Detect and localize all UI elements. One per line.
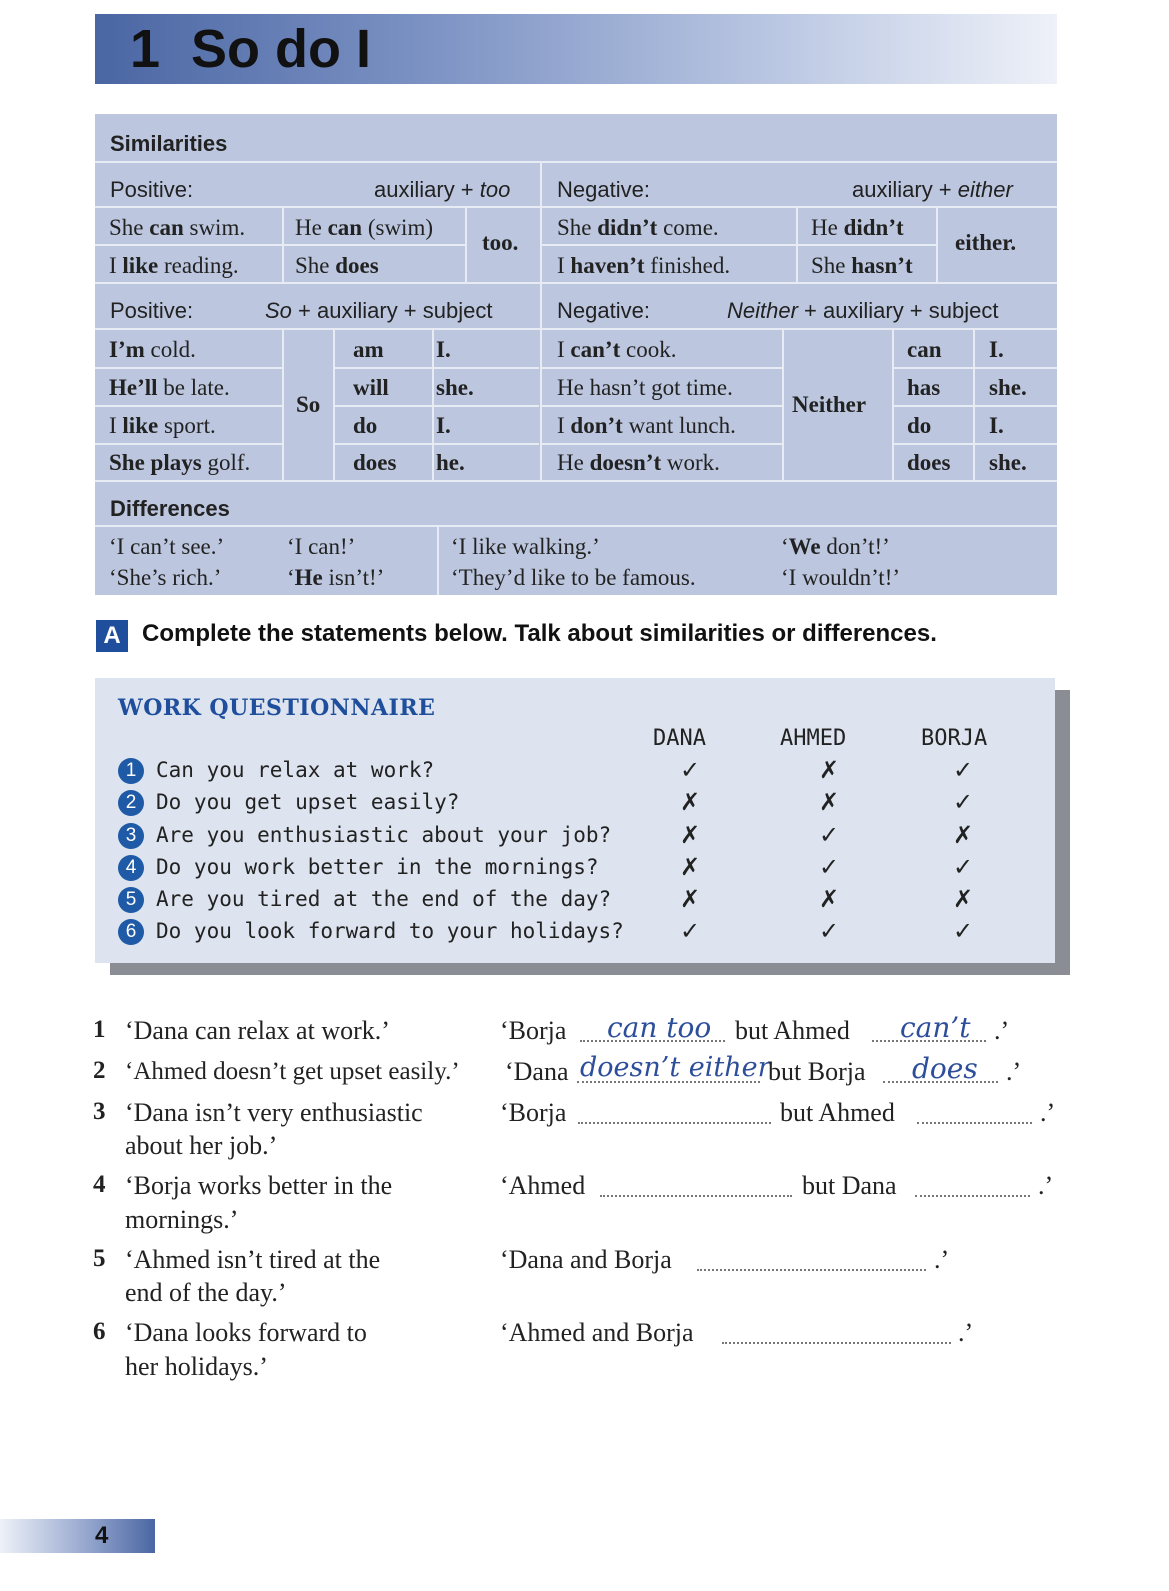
- so-example: I like sport.: [109, 413, 216, 438]
- neither-subject: she.: [989, 375, 1027, 400]
- response-end: .’: [1006, 1057, 1022, 1086]
- column-header-borja: BORJA: [921, 726, 988, 751]
- answer-mark: ✗: [818, 756, 840, 784]
- exercise-statement: ‘Ahmed isn’t tired at the: [125, 1245, 381, 1274]
- answer-blank[interactable]: [600, 1195, 792, 1197]
- neither-word: Neither: [792, 392, 867, 417]
- so-aux: will: [353, 375, 389, 400]
- either-example-a: She didn’t come.: [557, 215, 719, 240]
- so-subject: I.: [436, 337, 451, 362]
- response-middle: but Dana: [802, 1171, 897, 1200]
- page-title: So do I: [191, 19, 371, 79]
- so-aux: do: [353, 413, 378, 438]
- answer-blank[interactable]: [578, 1122, 771, 1124]
- response-middle: but Ahmed: [735, 1016, 850, 1045]
- answer-mark: ✓: [952, 756, 974, 784]
- answer-mark: ✓: [679, 756, 701, 784]
- neither-subject: I.: [989, 413, 1004, 438]
- answer-mark: ✓: [952, 853, 974, 881]
- response-start: ‘Dana: [505, 1057, 569, 1086]
- answer-mark: ✓: [952, 788, 974, 816]
- question-text: Do you look forward to your holidays?: [156, 919, 624, 943]
- answer-mark: ✓: [818, 821, 840, 849]
- question-number: 5: [118, 887, 144, 913]
- negative-rule-neither: Neither + auxiliary + subject: [727, 298, 999, 323]
- question-text: Can you relax at work?: [156, 758, 435, 782]
- response-end: .’: [1040, 1098, 1056, 1127]
- neither-example: He hasn’t got time.: [557, 375, 733, 400]
- section-a-label: A: [96, 620, 128, 652]
- exercise-statement: ‘Ahmed doesn’t get upset easily.’: [125, 1058, 460, 1085]
- answer-mark: ✗: [952, 885, 974, 913]
- either-example-a: I haven’t finished.: [557, 253, 731, 278]
- neither-subject: I.: [989, 337, 1004, 362]
- question-number: 3: [118, 823, 144, 849]
- difference-reply: ‘I wouldn’t!’: [781, 565, 901, 590]
- too-example-b: She does: [295, 253, 379, 278]
- exercise-number: 1: [93, 1016, 106, 1043]
- either-example-b: He didn’t: [811, 215, 904, 240]
- difference-statement: ‘They’d like to be famous.: [451, 565, 696, 590]
- questionnaire-title: WORK QUESTIONNAIRE: [118, 695, 436, 721]
- exercise-statement-cont: end of the day.’: [125, 1278, 287, 1307]
- answer-blank[interactable]: [917, 1122, 1032, 1124]
- answer-mark: ✓: [818, 917, 840, 945]
- so-example: He’ll be late.: [109, 375, 230, 400]
- answer-blank[interactable]: [697, 1269, 926, 1271]
- neither-example: I don’t want lunch.: [557, 413, 736, 438]
- either-word: either.: [955, 230, 1017, 255]
- answer-mark: ✗: [818, 788, 840, 816]
- question-number: 4: [118, 855, 144, 881]
- positive-label: Positive:: [110, 177, 194, 202]
- neither-example: I can’t cook.: [557, 337, 677, 362]
- too-example-b: He can (swim): [295, 215, 433, 240]
- response-start: ‘Borja: [500, 1098, 567, 1127]
- page-number: 4: [95, 1522, 109, 1549]
- question-number: 1: [118, 758, 144, 784]
- answer-mark: ✗: [818, 885, 840, 913]
- either-example-b: She hasn’t: [811, 253, 913, 278]
- exercise-statement: ‘Borja works better in the: [125, 1171, 393, 1200]
- question-text: Do you work better in the mornings?: [156, 855, 599, 879]
- question-text: Are you tired at the end of the day?: [156, 887, 612, 911]
- handwritten-answer: does: [912, 1052, 978, 1085]
- answer-blank[interactable]: [722, 1342, 951, 1344]
- exercise-statement: ‘Dana isn’t very enthusiastic: [125, 1098, 423, 1127]
- exercise-statement-cont: mornings.’: [125, 1205, 239, 1234]
- response-middle: but Borja: [768, 1057, 866, 1086]
- answer-mark: ✗: [679, 821, 701, 849]
- response-end: .’: [934, 1245, 950, 1274]
- neither-aux: does: [907, 450, 951, 475]
- exercise-statement: ‘Dana can relax at work.’: [125, 1016, 390, 1045]
- neither-subject: she.: [989, 450, 1027, 475]
- grammar-box: [95, 114, 1057, 595]
- answer-mark: ✓: [952, 917, 974, 945]
- neither-example: He doesn’t work.: [557, 450, 720, 475]
- neither-aux: has: [907, 375, 941, 400]
- title-banner: [95, 14, 1057, 84]
- positive-rule-too: auxiliary + too: [374, 177, 511, 202]
- answer-mark: ✗: [952, 821, 974, 849]
- exercise-statement: ‘Dana looks forward to: [125, 1318, 367, 1347]
- similarities-heading: Similarities: [110, 131, 228, 156]
- exercise-number: 4: [93, 1171, 106, 1198]
- exercise-statement-cont: about her job.’: [125, 1131, 278, 1160]
- column-header-ahmed: AHMED: [780, 726, 847, 751]
- too-example-a: She can swim.: [109, 215, 246, 240]
- so-example: I’m cold.: [109, 337, 196, 362]
- so-subject: she.: [436, 375, 474, 400]
- differences-heading: Differences: [110, 496, 230, 521]
- page-number-bar: [0, 1519, 155, 1553]
- difference-reply: ‘I can!’: [287, 534, 356, 559]
- unit-number: 1: [130, 19, 161, 79]
- exercise-number: 6: [93, 1318, 106, 1345]
- answer-mark: ✗: [679, 788, 701, 816]
- so-example: She plays golf.: [109, 450, 251, 475]
- response-end: .’: [958, 1318, 974, 1347]
- negative-rule-either: auxiliary + either: [852, 177, 1013, 202]
- response-start: ‘Ahmed: [500, 1171, 586, 1200]
- difference-reply: ‘He isn’t!’: [287, 565, 385, 590]
- so-subject: he.: [436, 450, 465, 475]
- answer-mark: ✓: [818, 853, 840, 881]
- answer-mark: ✓: [679, 917, 701, 945]
- so-aux: does: [353, 450, 397, 475]
- difference-statement: ‘She’s rich.’: [109, 565, 222, 590]
- exercise-statement-cont: her holidays.’: [125, 1352, 268, 1381]
- difference-statement: ‘I like walking.’: [451, 534, 600, 559]
- positive-rule-so: So + auxiliary + subject: [265, 298, 493, 323]
- question-number: 2: [118, 790, 144, 816]
- too-example-a: I like reading.: [109, 253, 239, 278]
- question-number: 6: [118, 919, 144, 945]
- handwritten-answer: doesn’t either: [580, 1052, 771, 1083]
- question-text: Do you get upset easily?: [156, 790, 460, 814]
- question-text: Are you enthusiastic about your job?: [156, 823, 612, 847]
- difference-statement: ‘I can’t see.’: [109, 534, 225, 559]
- neither-aux: can: [907, 337, 942, 362]
- so-subject: I.: [436, 413, 451, 438]
- response-end: .’: [1038, 1171, 1054, 1200]
- handwritten-answer: can’t: [900, 1011, 971, 1044]
- neither-aux: do: [907, 413, 932, 438]
- answer-mark: ✗: [679, 853, 701, 881]
- response-start: ‘Dana and Borja: [500, 1245, 672, 1274]
- negative-label: Negative:: [557, 177, 650, 202]
- column-header-dana: DANA: [653, 726, 706, 751]
- too-word: too.: [482, 230, 519, 255]
- response-end: .’: [994, 1016, 1010, 1045]
- handwritten-answer: can too: [607, 1011, 712, 1044]
- exercise-number: 5: [93, 1245, 106, 1272]
- exercise-number: 2: [93, 1057, 106, 1084]
- answer-blank[interactable]: [915, 1195, 1030, 1197]
- response-start: ‘Ahmed and Borja: [500, 1318, 694, 1347]
- response-middle: but Ahmed: [780, 1098, 895, 1127]
- answer-mark: ✗: [679, 885, 701, 913]
- so-aux: am: [353, 337, 384, 362]
- response-start: ‘Borja: [500, 1016, 567, 1045]
- negative-label: Negative:: [557, 298, 650, 323]
- positive-label: Positive:: [110, 298, 194, 323]
- difference-reply: ‘We don’t!’: [781, 534, 890, 559]
- section-a-instruction: Complete the statements below. Talk about similarities or differences.: [142, 620, 937, 647]
- so-word: So: [296, 392, 321, 417]
- exercise-number: 3: [93, 1098, 106, 1125]
